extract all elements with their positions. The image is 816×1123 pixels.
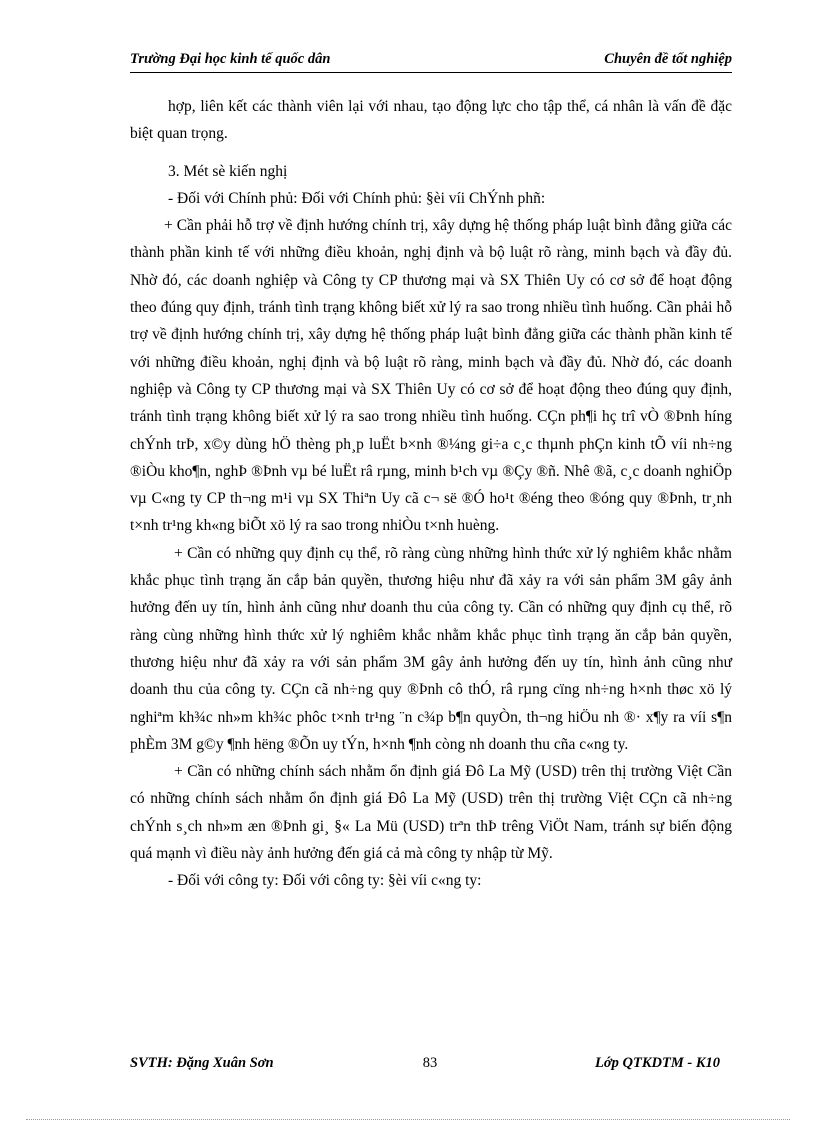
page-header — [130, 50, 732, 73]
footer-class: Lớp QTKDTM - K10 — [595, 1055, 720, 1071]
section-heading: 3. Mét sè kiến nghị — [168, 162, 288, 180]
footer-page-number: 83 — [422, 1055, 438, 1071]
paragraph-government-3: + Cần có những chính sách nhằm ổn định giá Đô La Mỹ (USD) trên thị trường Việt Cần có những chính sách nhằm ổn định giá Đô La Mỹ (USD) trên thị trường Việt CÇn cã nh÷ng chÝnh s¸ch nh»m æn ®Þnh gi¸ §« La Mü (USD) trªn thÞ trêng ViÖt Nam, tránh sự biến động quá mạnh vì điều này ảnh hưởng đến giá cả mà công ty nhập từ Mỹ. — [130, 763, 732, 863]
page-footer — [130, 1055, 732, 1079]
footer-author: SVTH: Đặng Xuân Sơn — [130, 1055, 274, 1071]
page-bottom-rule — [26, 1119, 790, 1120]
paragraph-intro: hợp, liên kết các thành viên lại với nhau, tạo động lực cho tập thể, cá nhân là vấn đề đặc biệt quan trọng. — [130, 98, 732, 143]
header-document-type: Chuyên đề tốt nghiệp — [604, 51, 732, 67]
paragraph-government-2: + Cần có những quy định cụ thể, rõ ràng cùng những hình thức xử lý nghiêm khắc nhằm khắc phục tình trạng ăn cắp bản quyền, thương hiệu như đã xảy ra với sản phẩm 3M gây ảnh hưởng đến uy tín, hình ảnh cũng như doanh thu của công ty. Cần có những quy định cụ thể, rõ ràng cùng những hình thức xử lý nghiêm khắc nhằm khắc phục tình trạng ăn cắp bản quyền, thương hiệu như đã xảy ra với sản phẩm 3M gây ảnh hưởng đến uy tín, hình ảnh cũng như doanh thu của công ty. CÇn cã nh÷ng quy ®Þnh cô thÓ, râ rµng cïng nh÷ng h×nh thøc xö lý nghiªm kh¾c nh»m kh¾c phôc t×nh tr¹ng ¨n c¾p b¶n quyÒn, th¬ng hiÖu nh ®· x¶y ra víi s¶n phÈm 3M g©y ¶nh hëng ®Õn uy tÝn, h×nh ¶nh còng nh doanh thu cña c«ng ty. — [130, 544, 732, 753]
government-heading: - Đối với Chính phủ: Đối với Chính phủ: §èi víi ChÝnh phñ: — [168, 189, 546, 207]
company-heading: - Đối với công ty: Đối với công ty: §èi víi c«ng ty: — [168, 872, 482, 890]
paragraph-government-1: + Cần phải hỗ trợ về định hướng chính trị, xây dựng hệ thống pháp luật bình đẳng giữa các thành phần kinh tế với những điều khoản, nghị định và bộ luật rõ ràng, minh bạch và đầy đủ. Nhờ đó, các doanh nghiệp và Công ty CP thương mại và SX Thiên Uy có cơ sở để hoạt động theo đúng quy định, tránh tình trạng không biết xử lý ra sao trong nhiều tình huống. Cần phải hỗ trợ về định hướng chính trị, xây dựng hệ thống pháp luật bình đẳng giữa các thành phần kinh tế với những điều khoản, nghị định và bộ luật rõ ràng, minh bạch và đầy đủ. Nhờ đó, các doanh nghiệp và Công ty CP thương mại và SX Thiên Uy có cơ sở để hoạt động theo đúng quy định, tránh tình trạng không biết xử lý ra sao trong nhiều tình huống. CÇn ph¶i hç trî vÒ ®Þnh híng chÝnh trÞ, x©y dùng hÖ thèng ph¸p luËt b×nh ®¼ng gi÷a c¸c thµnh phÇn kinh tÕ víi nh÷ng ®iÒu kho¶n, nghÞ ®Þnh vµ bé luËt râ rµng, minh b¹ch vµ ®Çy ®ñ. Nhê ®ã, c¸c doanh nghiÖp vµ C«ng ty CP th¬ng m¹i vµ SX Thiªn Uy cã c¬ së ®Ó ho¹t ®éng theo ®óng quy ®Þnh, tr¸nh t×nh tr¹ng kh«ng biÕt xö lý ra sao trong nhiÒu t×nh huèng. — [130, 217, 732, 535]
page-body — [130, 93, 732, 895]
header-university: Trường Đại học kinh tế quốc dân — [130, 51, 331, 67]
